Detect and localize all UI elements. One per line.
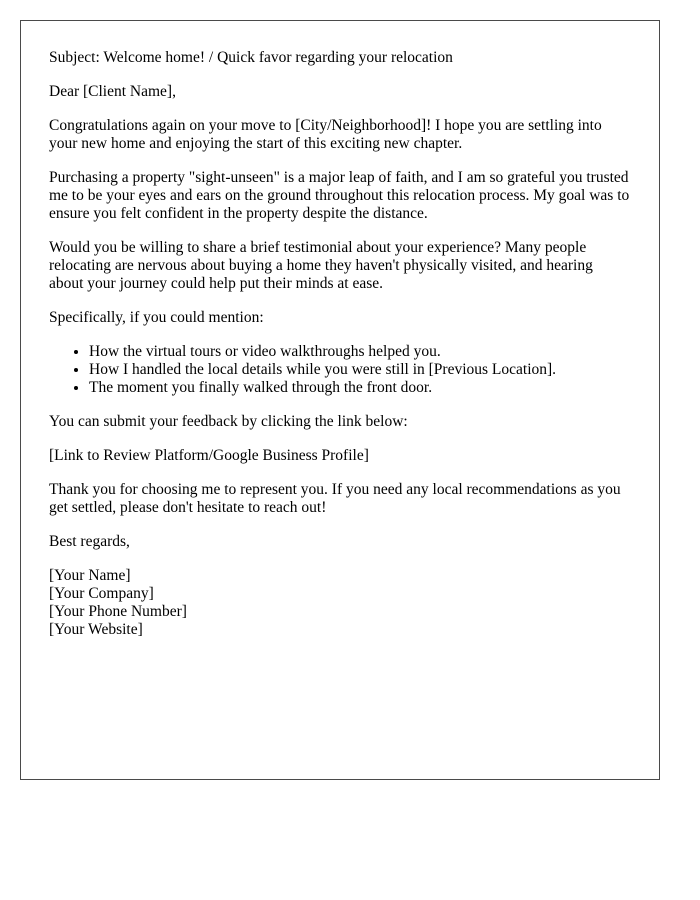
paragraph-specifics-intro: Specifically, if you could mention: [49, 309, 264, 326]
closing: Best regards, [49, 533, 130, 550]
list-item: • How the virtual tours or video walkthroughs helped you. [89, 343, 631, 361]
paragraph-thank-you: Thank you for choosing me to represent you. If you need any local recommendations as you get settled, please don't hesitate to reach out! [49, 481, 621, 516]
list-item: • The moment you finally walked through the front door. [89, 379, 631, 397]
signature-block [49, 567, 631, 639]
paragraph-congratulations: Congratulations again on your move to [City/Neighborhood]! I hope you are settling into your new home and enjoying the start of this exciting new chapter. [49, 117, 602, 152]
suggestion-list [49, 343, 631, 397]
signature-name: [Your Name] [49, 567, 131, 584]
paragraph-submit-instructions: You can submit your feedback by clicking the link below: [49, 413, 408, 430]
greeting: Dear [Client Name], [49, 83, 176, 100]
signature-phone: [Your Phone Number] [49, 603, 187, 620]
signature-company: [Your Company] [49, 585, 154, 602]
subject-line: Subject: Welcome home! / Quick favor regarding your relocation [49, 49, 453, 66]
letter-container [20, 20, 660, 780]
paragraph-gratitude: Purchasing a property "sight-unseen" is a major leap of faith, and I am so grateful you trusted me to be your eyes and ears on the ground throughout this relocation process. My goal was to ensure you felt confident in the property despite the distance. [49, 169, 630, 222]
paragraph-testimonial-request: Would you be willing to share a brief testimonial about your experience? Many people relocating are nervous about buying a home they haven't physically visited, and hearing about your journey could help put their minds at ease. [49, 239, 593, 292]
list-item: • How I handled the local details while you were still in [Previous Location]. [89, 361, 631, 379]
review-link-placeholder: [Link to Review Platform/Google Business Profile] [49, 447, 369, 464]
signature-website: [Your Website] [49, 621, 143, 638]
